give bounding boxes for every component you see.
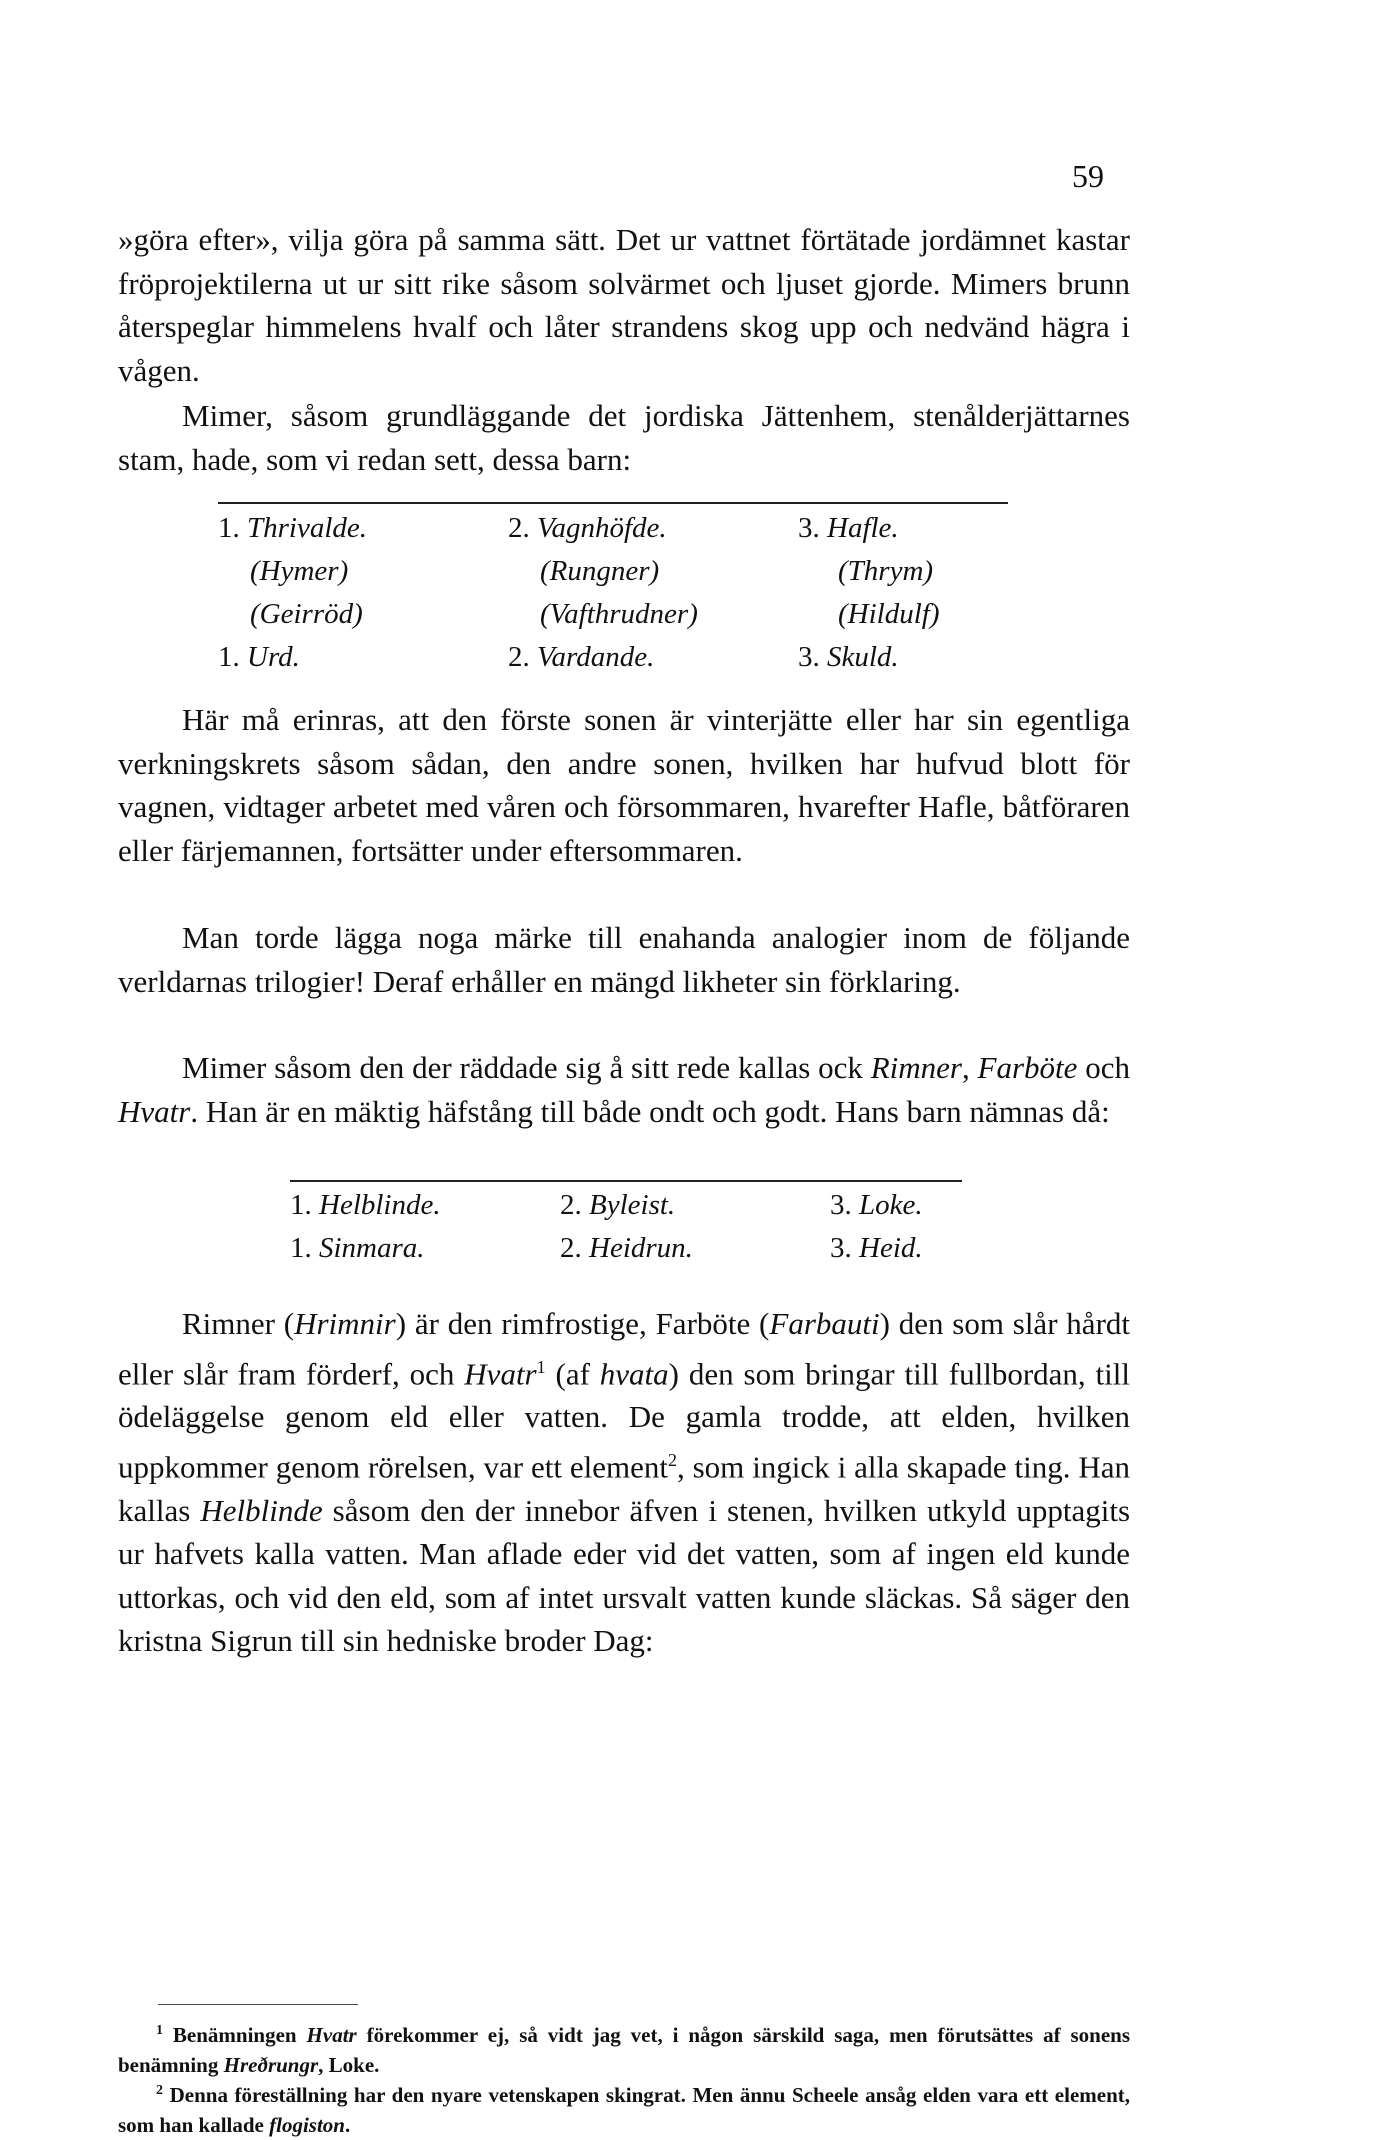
footnote-1: $^1$ Benämningen Hvatr förekommer ej, så vidt jag vet, i någon särskild saga, men förutsättes af sonens benämning Hreðrungr, Loke. [118, 2023, 1130, 2077]
table2-r0-c1: 2. Byleist. [560, 1189, 676, 1221]
table2-r0-c2: 3. Loke. [830, 1189, 923, 1221]
footnote-rule [158, 2004, 358, 2005]
table2-r1-c2: 3. Heid. [830, 1232, 923, 1264]
table1-r0-c2: 3. Hafle. [798, 512, 899, 544]
table2-r1-c0: 1. Sinmara. [290, 1232, 425, 1264]
table1-r0-c0: 1. Thrivalde. [218, 512, 368, 544]
table1-r1-c2: (Thrym) [838, 555, 934, 587]
table1-r3-c1: 2. Vardande. [508, 641, 655, 673]
table2-r0-c0: 1. Helblinde. [290, 1189, 441, 1221]
paragraph-5: Mimer såsom den der räddade sig å sitt rede kallas ock Rimner, Farböte och Hvatr. Han är en mäktig häfstång till både ondt och godt. Hans barn nämnas då: [118, 1050, 1131, 1129]
footnote-2: $^2$ Denna föreställning har den nyare vetenskapen skingrat. Men ännu Scheele ansåg elden vara ett element, som han kallade flogiston. [118, 2083, 1130, 2137]
table1-r1-c1: (Rungner) [540, 555, 660, 587]
table1-r1-c0: (Hymer) [250, 555, 349, 587]
paragraph-2: Mimer, såsom grundläggande det jordiska Jättenhem, stenålderjättarnes stam, hade, som vi redan sett, dessa barn: [118, 398, 1130, 477]
paragraph-1: »göra efter», vilja göra på samma sätt. Det ur vattnet förtätade jordämnet kastar fröprojektilerna ut ur sitt rike såsom solvärmet och ljuset gjorde. Mimers brunn återspeglar himmelens hvalf och låter strandens skog upp och nedvänd hägra i vågen. [118, 222, 1130, 388]
children-table-2 [290, 1184, 980, 1270]
table1-r2-c1: (Vafthrudner) [540, 598, 698, 630]
table1-r3-c2: 3. Skuld. [798, 641, 899, 673]
table2-r1-c1: 2. Heidrun. [560, 1232, 693, 1264]
brace-line-1 [218, 502, 1008, 504]
table1-r2-c2: (Hildulf) [838, 598, 940, 630]
footnote-ref-1: 1 [536, 1356, 546, 1377]
table1-r3-c0: 1. Urd. [218, 641, 300, 673]
page-number: 59 [1072, 158, 1104, 194]
paragraph-6: Rimner (Hrimnir) är den rimfrostige, Farböte (Farbauti) den som slår hårdt eller slår fram förderf, och Hvatr$^1$ (af hvata) den som bringar till fullbordan, till ödeläggelse genom eld eller vatten. De gamla trodde, att elden, hvilken uppkommer genom rörelsen, var ett element$^2$, som ingick i alla skapade ting. Han kallas Helblinde såsom den der innebor äfven i stenen, hvilken utkyld upptagits ur hafvets kalla vatten. Man aflade eder vid det vatten, som af ingen eld kunde uttorkas, och vid den eld, som af intet ursvalt vatten kunde släckas. Så säger den kristna Sigrun till sin hedniske broder Dag: [118, 1306, 1131, 1659]
paragraph-3: Här må erinras, att den förste sonen är vinterjätte eller har sin egentliga verkningskrets såsom sådan, den andre sonen, hvilken har hufvud blott för vagnen, vidtager arbetet med våren och försommaren, hvarefter Hafle, båtföraren eller färjemannen, fortsätter under eftersommaren. [118, 702, 1130, 868]
paragraph-4: Man torde lägga noga märke till enahanda analogier inom de följande verldarnas trilogier! Deraf erhåller en mängd likheter sin förklaring. [118, 920, 1130, 999]
table1-r0-c1: 2. Vagnhöfde. [508, 512, 667, 544]
brace-line-2 [290, 1180, 962, 1182]
children-table-1 [218, 507, 1018, 679]
table1-r2-c0: (Geirröd) [250, 598, 363, 630]
footnote-ref-2: 2 [667, 1449, 677, 1470]
